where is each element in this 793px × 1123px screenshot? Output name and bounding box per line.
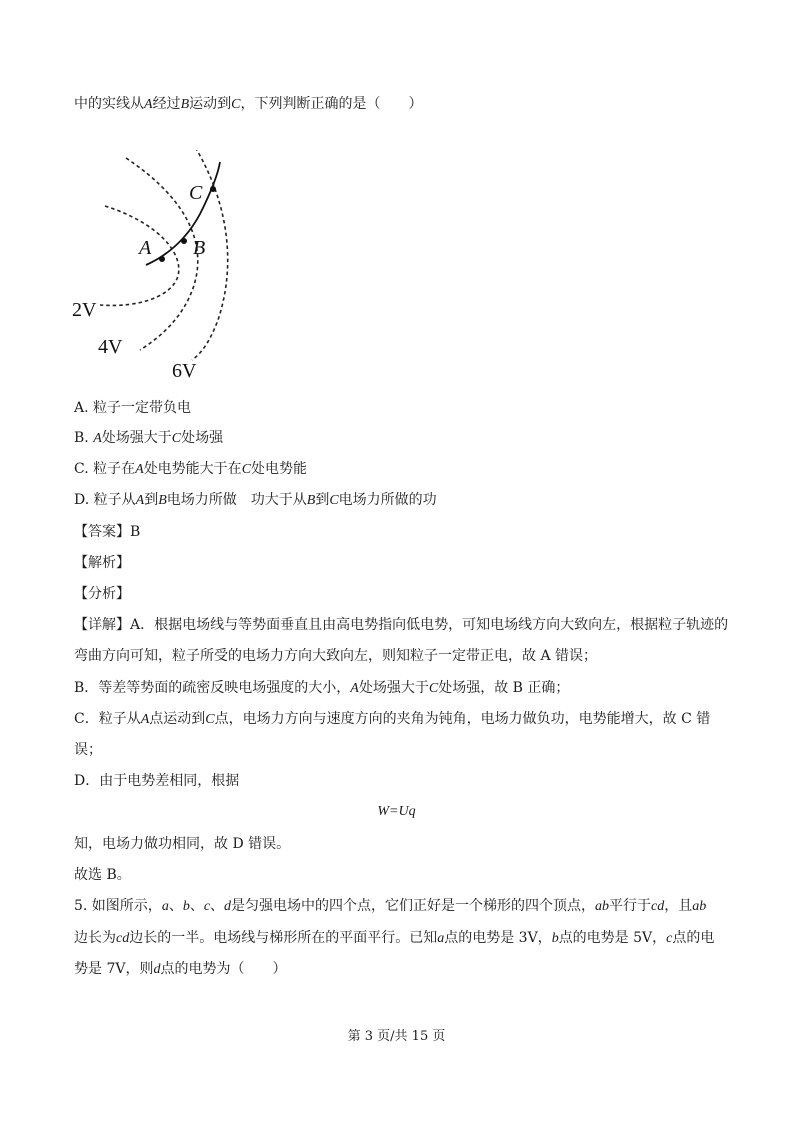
answer-line: 【答案】B xyxy=(74,524,141,540)
analysis-heading: 【解析】 xyxy=(74,555,130,571)
detail-c: C．粒子从A点运动到C点，电场力方向与速度方向的夹角为钝角，电场力做负功，电势能增大，故 C 错 xyxy=(74,711,711,727)
page-footer: 第 3 页/共 15 页 xyxy=(347,1029,446,1044)
formula: W=Uq xyxy=(377,804,416,819)
detail-c-cont: 误； xyxy=(74,742,102,758)
label-b: B xyxy=(193,237,206,259)
option-c: C. 粒子在A处电势能大于在C处电势能 xyxy=(74,461,308,477)
point-c-dot xyxy=(210,186,216,192)
detail-d-conclusion: 知，电场力做功相同，故 D 错误。 xyxy=(74,836,291,852)
detail-line-2: 弯曲方向可知，粒子所受的电场力方向大致向左，则知粒子一定带正电，故 A 错误； xyxy=(74,648,598,664)
detail-b: B．等差等势面的疏密反映电场强度的大小，A处场强大于C处场强，故 B 正确； xyxy=(74,680,570,696)
question-4-stem: 中的实线从A经过B运动到C，下列判断正确的是（ ） xyxy=(74,96,423,112)
option-a: A. 粒子一定带负电 xyxy=(74,400,192,416)
label-a: A xyxy=(139,237,152,259)
option-b: B. A处场强大于C处场强 xyxy=(74,430,224,446)
detail-line-1: 【详解】A．根据电场线与等势面垂直且由高电势指向低电势，可知电场线方向大致向左，根据粒子轨迹的 xyxy=(74,617,729,633)
choose-line: 故选 B。 xyxy=(74,867,131,883)
question-5-line-3: 势是 7V，则d点的电势为（ ） xyxy=(74,961,287,977)
label-4v: 4V xyxy=(98,336,123,358)
equipotential-4v xyxy=(126,158,198,350)
question-5-line-1: 5. 如图所示，a、b、c、d是匀强电场中的四个点，它们正好是一个梯形的四个顶点，ab平行于cd，且ab xyxy=(74,898,707,914)
question-5-line-2: 边长为cd边长的一半。电场线与梯形所在的平面平行。已知a点的电势是 3V，b点的电势是 5V，c点的电 xyxy=(74,930,715,946)
fenxi-heading: 【分析】 xyxy=(74,586,130,602)
detail-d: D．由于电势差相同，根据 xyxy=(74,773,240,789)
label-c: C xyxy=(189,182,203,204)
label-6v: 6V xyxy=(172,360,197,382)
label-2v: 2V xyxy=(72,299,97,321)
point-a-dot xyxy=(159,256,165,262)
point-b-dot xyxy=(181,238,187,244)
option-d: D. 粒子从A到B电场力所做 功大于从B到C电场力所做的功 xyxy=(74,492,437,508)
equipotential-figure xyxy=(60,150,260,390)
